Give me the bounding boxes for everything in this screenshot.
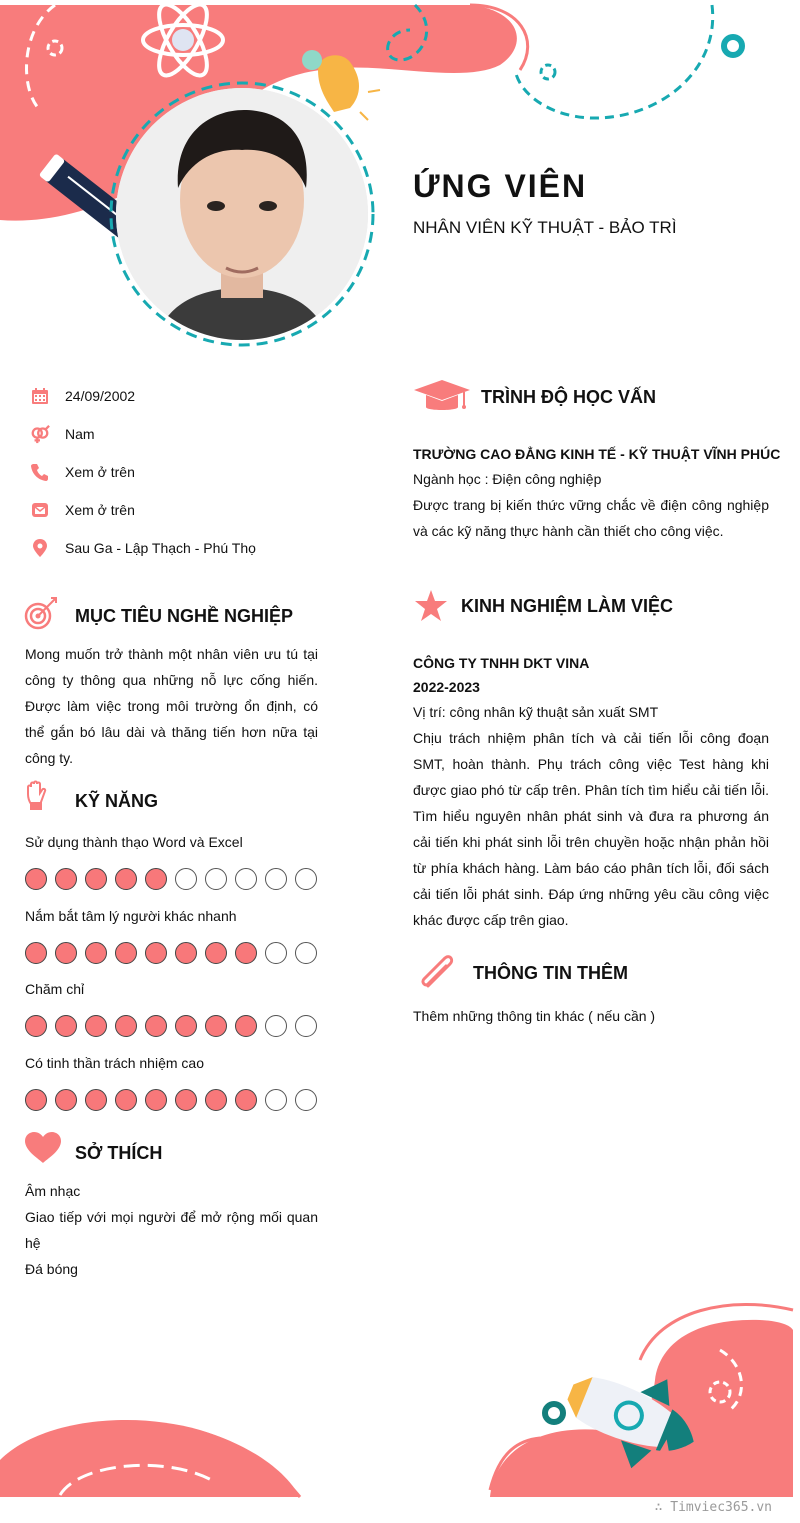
contact-gender: [30, 423, 95, 445]
contact-birthday: [30, 385, 135, 407]
contact-email: [30, 499, 135, 521]
hobbies-title: SỞ THÍCH: [75, 1143, 163, 1163]
education-description: Được trang bị kiến thức vững chắc về điện công nghiệp và các kỹ năng thực hành cần thiết cho công việc.: [413, 497, 769, 539]
logo-dots-icon: ∴: [654, 1500, 671, 1515]
rating-dot-filled: [145, 942, 167, 964]
contact-phone: [30, 461, 135, 483]
rating-dot-filled: [55, 1089, 77, 1111]
location-pin-icon: [30, 538, 50, 558]
hobby-item: Đá bóng: [25, 1261, 78, 1277]
experience-period: 2022-2023: [413, 679, 480, 695]
rating-dot-filled: [235, 1015, 257, 1037]
ring-decoration-bottom: [545, 1404, 563, 1422]
rating-dot-filled: [145, 1089, 167, 1111]
rating-dot-filled: [85, 1015, 107, 1037]
education-title: TRÌNH ĐỘ HỌC VẤN: [481, 387, 656, 407]
footer-brand: [655, 1500, 772, 1515]
ring-decoration: [724, 37, 742, 55]
rating-dot-filled: [85, 868, 107, 890]
rating-dot-empty: [235, 868, 257, 890]
rating-dot-filled: [145, 1015, 167, 1037]
rating-dot-filled: [55, 1015, 77, 1037]
profile-photo: [116, 88, 368, 340]
heart-icon: [25, 1132, 61, 1169]
gender-icon: [30, 424, 50, 444]
additional-text: Thêm những thông tin khác ( nếu cần ): [413, 1008, 656, 1024]
rating-dot-filled: [55, 942, 77, 964]
experience-role: Vị trí: công nhân kỹ thuật sản xuất SMT: [413, 704, 659, 720]
calendar-icon: [30, 386, 50, 406]
hobby-item: Âm nhạc: [25, 1183, 81, 1199]
candidate-position: NHÂN VIÊN KỸ THUẬT - BẢO TRÌ: [413, 218, 677, 237]
skill-name: Chăm chỉ: [25, 981, 85, 997]
education-school: TRƯỜNG CAO ĐẲNG KINH TẾ - KỸ THUẬT VĨNH PHÚC: [413, 446, 781, 462]
skill-name: Sử dụng thành thạo Word và Excel: [25, 834, 243, 850]
skill-rating: [25, 942, 317, 964]
rating-dot-empty: [295, 1089, 317, 1111]
rating-dot-filled: [175, 942, 197, 964]
objective-text: Mong muốn trở thành một nhân viên ưu tú tại công ty thông qua những nỗ lực cống hiến. Được làm việc trong môi trường ổn định, có thể gắn bó lâu dài và thăng tiến hơn nữa tại công ty.: [25, 646, 318, 766]
skill-rating: [25, 868, 317, 890]
address-text: Sau Ga - Lập Thạch - Phú Thọ: [65, 540, 256, 556]
rating-dot-empty: [295, 1015, 317, 1037]
rating-dot-filled: [235, 1089, 257, 1111]
rating-dot-empty: [265, 942, 287, 964]
rating-dot-empty: [205, 868, 227, 890]
target-icon: [24, 596, 58, 635]
rating-dot-filled: [205, 1089, 227, 1111]
rating-dot-filled: [115, 868, 137, 890]
rating-dot-filled: [175, 1015, 197, 1037]
contact-address: [30, 537, 256, 559]
paperclip-icon: [416, 952, 458, 999]
dashed-curve-right: [515, 5, 713, 118]
skills-title: KỸ NĂNG: [75, 791, 159, 811]
rating-dot-empty: [295, 942, 317, 964]
phone-text: Xem ở trên: [65, 464, 135, 480]
rating-dot-filled: [205, 1015, 227, 1037]
rating-dot-filled: [25, 868, 47, 890]
rating-dot-filled: [235, 942, 257, 964]
experience-title: KINH NGHIỆM LÀM VIỆC: [461, 596, 674, 616]
skill-rating: [25, 1089, 317, 1111]
education-major: Ngành học : Điện công nghiệp: [413, 471, 602, 487]
hobby-item: Giao tiếp với mọi người để mở rộng mối quan hệ: [25, 1209, 318, 1251]
rating-dot-empty: [265, 868, 287, 890]
birthday-text: 24/09/2002: [65, 388, 136, 404]
rating-dot-filled: [55, 868, 77, 890]
rating-dot-empty: [265, 1015, 287, 1037]
skill-rating: [25, 1015, 317, 1037]
rating-dot-filled: [175, 1089, 197, 1111]
candidate-name: ỨNG VIÊN: [413, 168, 588, 204]
star-icon: [414, 589, 448, 628]
hand-icon: [25, 780, 49, 815]
rating-dot-filled: [115, 942, 137, 964]
graduation-cap-icon: [414, 380, 470, 419]
rating-dot-filled: [85, 942, 107, 964]
email-text: Xem ở trên: [65, 502, 135, 518]
rating-dot-empty: [265, 1089, 287, 1111]
rating-dot-filled: [115, 1015, 137, 1037]
rating-dot-empty: [295, 868, 317, 890]
rating-dot-filled: [205, 942, 227, 964]
gender-text: Nam: [65, 426, 95, 442]
rating-dot-empty: [175, 868, 197, 890]
rating-dot-filled: [145, 868, 167, 890]
phone-icon: [30, 462, 50, 482]
rating-dot-filled: [25, 1015, 47, 1037]
rating-dot-filled: [25, 1089, 47, 1111]
rating-dot-filled: [85, 1089, 107, 1111]
envelope-icon: [30, 500, 50, 520]
objective-title: MỤC TIÊU NGHỀ NGHIỆP: [75, 606, 294, 626]
rating-dot-filled: [25, 942, 47, 964]
skill-name: Nắm bắt tâm lý người khác nhanh: [25, 907, 237, 924]
rating-dot-filled: [115, 1089, 137, 1111]
brand-text: Timviec365.vn: [670, 1500, 772, 1515]
additional-title: THÔNG TIN THÊM: [473, 963, 628, 983]
experience-company: CÔNG TY TNHH DKT VINA: [413, 655, 590, 671]
experience-description: Chịu trách nhiệm phân tích và cải tiến lỗi công đoạn SMT, hoàn thành. Phụ trách công việc Test hàng khi được giao phó từ cấp trên. Phân tích tìm hiểu cải tiến lỗi. Tìm hiểu nguyên nhân phát sinh và đưa ra phương án cải tiến khi phát sinh lỗi trên chuyền hoặc nhận phản hồi từ phía khách hàng. Làm báo cáo phân tích lỗi, đối sách cải tiến lỗi phát sinh. Đáp ứng những yêu cầu công việc khác được cấp trên giao.: [413, 730, 769, 928]
skill-name: Có tinh thần trách nhiệm cao: [25, 1054, 204, 1071]
